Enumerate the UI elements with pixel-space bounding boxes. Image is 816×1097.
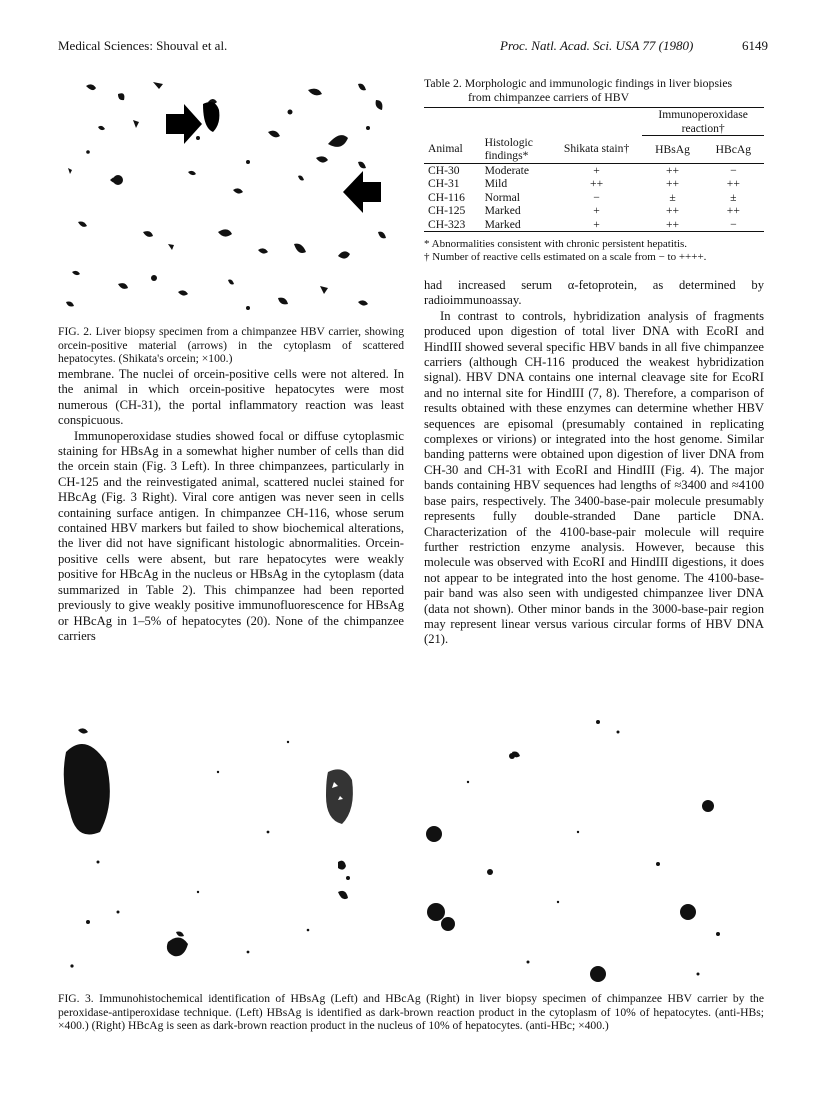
figure-3-right-panel (426, 720, 720, 982)
left-column (58, 367, 404, 644)
figure-2-caption: FIG. 2. Liver biopsy specimen from a chimpanzee HBV carrier, showing orcein-positive material (arrows) in the cytoplasm of scattered hepatocytes. (Shikata's orcein; ×100.) (58, 325, 404, 366)
table-row (424, 191, 764, 205)
table-2 (424, 76, 764, 264)
table-row (424, 218, 764, 232)
arrow-left-icon (343, 171, 381, 213)
cell-histologic: Moderate (484, 163, 530, 177)
cell-shikata: + (593, 217, 600, 231)
cell-animal: CH-125 (428, 204, 466, 217)
figure-3-left-panel (64, 728, 353, 967)
table-2-footnote-2: † Number of reactive cells estimated on a scale from − to ++++. (424, 251, 707, 263)
figure-2-micrograph (58, 72, 404, 315)
left-paragraph-2: Immunoperoxidase studies showed focal or diffuse cytoplasmic staining for HBsAg in a somewhat higher number of cells than did the orcein stain (Fig. 3 Left). In three chimpanzees, particularly in CH-125 and the reinvestigated animal, scattered nuclei stained for HBcAg (Fig. 3 Right). Viral core antigen was never seen in cells containing surface antigen. In chimpanzee CH-116, whose serum contained HBV markers but failed to show biochemical alterations, the liver did not have significant histologic abnormalities. Orcein-positive cells were absent, but rare hepatocytes were weakly positive for HBcAg in the nucleus or HBsAg in the cytoplasm (data summarized in Table 2). This chimpanzee had been reported previously to give weakly positive immunofluorescence for HBsAg or HBcAg in 1–5% of hepatocytes (20). None of the chimpanzee carriers (58, 428, 404, 643)
cell-animal: CH-116 (428, 190, 465, 204)
cell-hbcag: ++ (726, 177, 740, 190)
col-histologic-line-2: findings* (484, 149, 529, 162)
col-hbsag-header: HBsAg (655, 142, 690, 156)
cell-hbsag: ++ (665, 217, 680, 231)
col-animal-header: Animal (428, 142, 463, 156)
right-paragraph-1: had increased serum α-fetoprotein, as determined by radioimmunoassay. (424, 278, 764, 308)
table-row (424, 204, 764, 218)
table-2-title-line-1: Table 2. Morphologic and immunologic findings in liver biopsies (424, 76, 733, 90)
table-2-grid (424, 108, 764, 232)
cell-hbsag: ++ (665, 204, 680, 217)
cell-shikata: + (593, 163, 600, 177)
col-hbcag-header: HBcAg (715, 142, 752, 156)
cell-hbcag: − (730, 217, 737, 231)
figure-2-image (58, 72, 404, 315)
running-header-journal: Proc. Natl. Acad. Sci. USA 77 (1980) (500, 38, 694, 53)
cell-histologic: Mild (484, 177, 508, 190)
cell-hbsag: ++ (665, 163, 680, 177)
cell-shikata: − (593, 190, 600, 204)
cell-hbcag: − (730, 163, 737, 177)
cell-shikata: ++ (590, 177, 604, 190)
cell-animal: CH-31 (428, 177, 460, 190)
cell-hbcag: ± (730, 190, 737, 204)
right-column (424, 278, 764, 648)
col-histologic-line-1: Histologic (484, 135, 533, 149)
cell-shikata: + (593, 204, 600, 217)
left-paragraph-1: membrane. The nuclei of orcein-positive cells were not altered. In the animal in which orcein-positive hepatocytes were most numerous (CH-31), the portal inflammatory reaction was least conspicuous. (58, 367, 404, 428)
cell-hbsag: ± (669, 190, 676, 204)
table-row (424, 177, 764, 191)
cell-animal: CH-323 (428, 217, 466, 231)
cell-hbcag: ++ (726, 204, 740, 217)
figure-3-micrograph (58, 712, 764, 984)
figure-3-caption: FIG. 3. Immunohistochemical identification of HBsAg (Left) and HBcAg (Right) in liver biopsy specimen of chimpanzee HBV carrier by the peroxidase-antiperoxidase technique. (Left) HBsAg is identified as dark-brown reaction product in the cytoplasm of 10% of hepatocytes. (anti-HBs; ×400.) (Right) HBcAg is seen as dark-brown reaction product in the nucleus of 10% of hepatocytes. (anti-HBc; ×400.) (58, 992, 764, 1033)
figure-3-image (58, 712, 764, 984)
table-2-footnote-1: * Abnormalities consistent with chronic persistent hepatitis. (424, 238, 688, 250)
table-2-title-line-2: from chimpanzee carriers of HBV (468, 90, 630, 104)
running-header-left: Medical Sciences: Shouval et al. (58, 38, 228, 53)
table-row (424, 163, 764, 177)
cell-hbsag: ++ (665, 177, 680, 190)
col-immuno-line-1: Immunoperoxidase (658, 108, 748, 121)
page-number: 6149 (742, 38, 768, 53)
cell-histologic: Normal (484, 190, 520, 204)
col-shikata-header: Shikata stain† (563, 142, 630, 156)
right-paragraph-2: In contrast to controls, hybridization analysis of fragments produced upon digestion of total liver DNA with EcoRI and HindIII showed several specific HBV bands in all five chimpanzee carriers (although CH-116 produced the weakest hybridization signal). HBV DNA contains one internal cleavage site for EcoRI and no internal site for HindIII (7, 8). Therefore, a comparison of results obtained with these enzymes can determine whether HBV sequences are episomal (presumably contained in replicating complexes or virions) or integrated into the host genome. Similar banding patterns were obtained upon digestion of liver DNA from CH-30 and CH-31 with EcoRI and HindIII (Fig. 4). The major bands containing HBV sequences had lengths of ≈3400 and ≈4100 base pairs, respectively. The 3400-base-pair molecule presumably represents fully double-stranded Dane particle DNA. Characterization of the 4100-base-pair molecule will require further restriction enzyme analysis. However, because this molecule was observed with EcoRI and HindIII digestions, it does not appear to be integrated into the host genome. The 4100-base-pair band was also seen with undigested chimpanzee liver DNA (data not shown). Other minor bands in the 3000-base-pair region may represent linear versus various circular forms of HBV DNA (21). (424, 308, 764, 647)
col-immuno-line-2: reaction† (681, 121, 725, 135)
cell-animal: CH-30 (428, 163, 460, 177)
cell-histologic: Marked (484, 217, 521, 231)
cell-histologic: Marked (484, 204, 521, 217)
